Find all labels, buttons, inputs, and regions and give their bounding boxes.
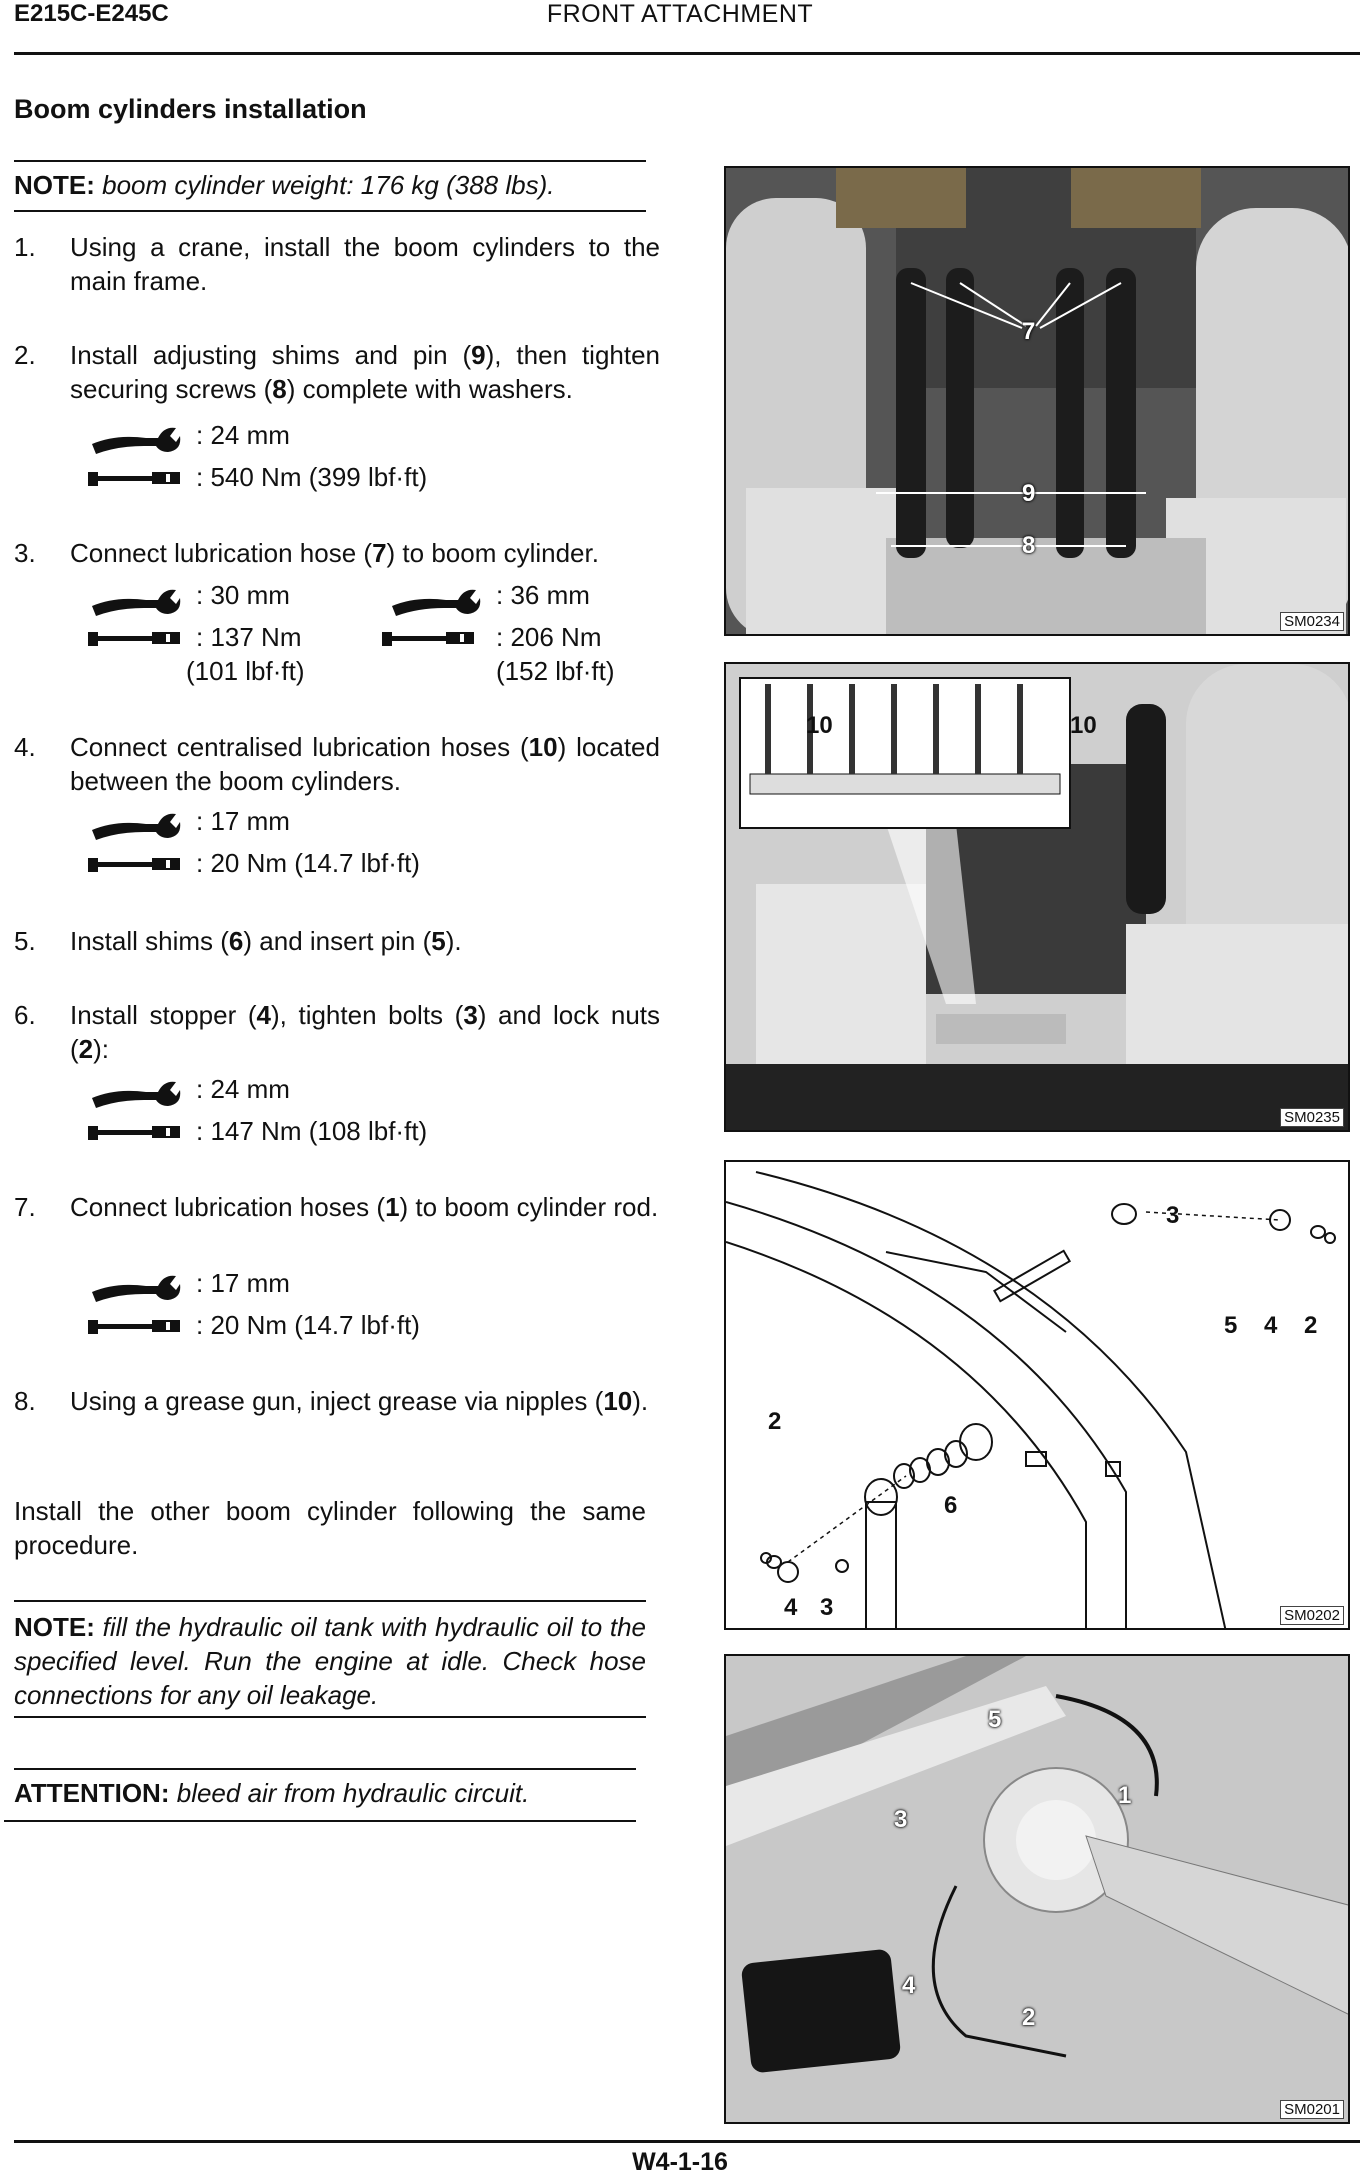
callout-2: 2 <box>1304 1312 1318 1339</box>
callout-3: 3 <box>1166 1202 1180 1229</box>
step-text: Connect lubrication hoses (1) to boom cylinder rod. <box>70 1192 659 1222</box>
wrench-size: : 17 mm <box>196 1268 290 1298</box>
note-rule-bottom <box>14 210 646 212</box>
note-rule-bottom <box>14 1716 646 1718</box>
document-model: E215C-E245C <box>14 0 169 27</box>
page-title: Boom cylinders installation <box>14 94 367 124</box>
step-text: Connect lubrication hose (7) to boom cylinder. <box>70 538 599 568</box>
page-number: W4-1-16 <box>632 2148 728 2176</box>
callout-5: 5 <box>1224 1312 1238 1339</box>
line-drawing <box>726 1162 1350 1630</box>
wrench-size: : 30 mm <box>196 580 290 610</box>
wrench-icon <box>386 586 482 620</box>
torque-wrench-icon <box>86 628 182 648</box>
callout-4: 4 <box>902 1972 916 1999</box>
callout-9: 9 <box>1022 480 1036 507</box>
wrench-size: : 36 mm <box>496 580 590 610</box>
header-rule <box>14 52 1360 55</box>
torque-value: : 137 Nm <box>196 622 302 652</box>
figure-cylinder-rod-photo <box>724 1654 1350 2124</box>
step-number: 6. <box>14 1000 36 1030</box>
torque-value-imperial: (152 lbf·ft) <box>496 656 615 686</box>
attention-rule-top <box>14 1768 636 1770</box>
step-number: 3. <box>14 538 36 568</box>
callout-8: 8 <box>1022 532 1036 559</box>
weight-note <box>14 168 646 202</box>
step-text: Install adjusting shims and pin (9), then tighten securing screws (8) complete with washers. <box>70 340 661 404</box>
callout-10: 10 <box>1070 712 1097 739</box>
attention-text: bleed air from hydraulic circuit. <box>176 1778 530 1808</box>
wrench-size: : 17 mm <box>196 806 290 836</box>
step-number: 4. <box>14 732 36 762</box>
callout-4: 4 <box>784 1594 798 1621</box>
figure-code: SM0201 <box>1280 2100 1344 2119</box>
step-number: 1. <box>14 232 36 262</box>
step-text: Using a crane, install the boom cylinders to the main frame. <box>70 232 660 296</box>
torque-wrench-icon <box>86 854 182 874</box>
torque-value: : 540 Nm (399 lbf·ft) <box>196 462 428 492</box>
figure-code: SM0234 <box>1280 612 1344 631</box>
closing-paragraph: Install the other boom cylinder following the same procedure. <box>14 1496 646 1560</box>
step-text: Install shims (6) and insert pin (5). <box>70 926 462 956</box>
wrench-icon <box>86 810 182 844</box>
callout-3: 3 <box>820 1594 834 1621</box>
callout-4: 4 <box>1264 1312 1278 1339</box>
figure-lubrication-hoses-photo <box>724 662 1350 1132</box>
note-rule-top <box>14 160 646 162</box>
photo-illustration <box>726 1656 1350 2124</box>
step-text: Connect centralised lubrication hoses (10) located between the boom cylinders. <box>70 732 660 796</box>
hydraulic-note <box>14 1610 646 1712</box>
torque-wrench-icon <box>86 468 182 488</box>
step-text: Using a grease gun, inject grease via nipples (10). <box>70 1386 649 1416</box>
wrench-icon <box>86 1272 182 1306</box>
torque-value: : 206 Nm <box>496 622 602 652</box>
wrench-icon <box>86 424 182 458</box>
figure-boom-cylinders-photo <box>724 166 1350 636</box>
figure-code: SM0202 <box>1280 1606 1344 1625</box>
torque-value: : 20 Nm (14.7 lbf·ft) <box>196 1310 420 1340</box>
callout-2: 2 <box>768 1408 782 1435</box>
figure-exploded-drawing <box>724 1160 1350 1630</box>
step-number: 7. <box>14 1192 36 1222</box>
torque-value: : 147 Nm (108 lbf·ft) <box>196 1116 428 1146</box>
step-number: 5. <box>14 926 36 956</box>
torque-wrench-icon <box>380 628 476 648</box>
wrench-icon <box>86 1078 182 1112</box>
torque-wrench-icon <box>86 1316 182 1336</box>
footer-rule <box>14 2140 1360 2143</box>
section-title: FRONT ATTACHMENT <box>546 0 814 28</box>
callout-2: 2 <box>1022 2004 1036 2031</box>
callout-6: 6 <box>944 1492 958 1519</box>
callout-5: 5 <box>988 1706 1002 1733</box>
wrench-size: : 24 mm <box>196 1074 290 1104</box>
wrench-icon <box>86 586 182 620</box>
figure-code: SM0235 <box>1280 1108 1344 1127</box>
wrench-size: : 24 mm <box>196 420 290 450</box>
attention-note <box>14 1776 636 1810</box>
note-rule-top <box>14 1600 646 1602</box>
callout-7: 7 <box>1022 318 1036 345</box>
note-label: NOTE: <box>14 1612 95 1642</box>
torque-value-imperial: (101 lbf·ft) <box>186 656 305 686</box>
attention-rule-bottom <box>4 1820 636 1822</box>
step-number: 2. <box>14 340 36 370</box>
callout-3: 3 <box>894 1806 908 1833</box>
photo-illustration <box>726 168 1350 636</box>
step-number: 8. <box>14 1386 36 1416</box>
attention-label: ATTENTION: <box>14 1778 170 1808</box>
note-text: boom cylinder weight: 176 kg (388 lbs). <box>102 170 555 200</box>
torque-value: : 20 Nm (14.7 lbf·ft) <box>196 848 420 878</box>
step-text: Install stopper (4), tighten bolts (3) and lock nuts (2): <box>70 1000 661 1064</box>
note-text: fill the hydraulic oil tank with hydraulic oil to the specified level. Run the engine at idle. Check hose connections for any oil leakage. <box>14 1612 646 1710</box>
callout-10: 10 <box>806 712 833 739</box>
torque-wrench-icon <box>86 1122 182 1142</box>
note-label: NOTE: <box>14 170 95 200</box>
callout-1: 1 <box>1118 1782 1132 1809</box>
